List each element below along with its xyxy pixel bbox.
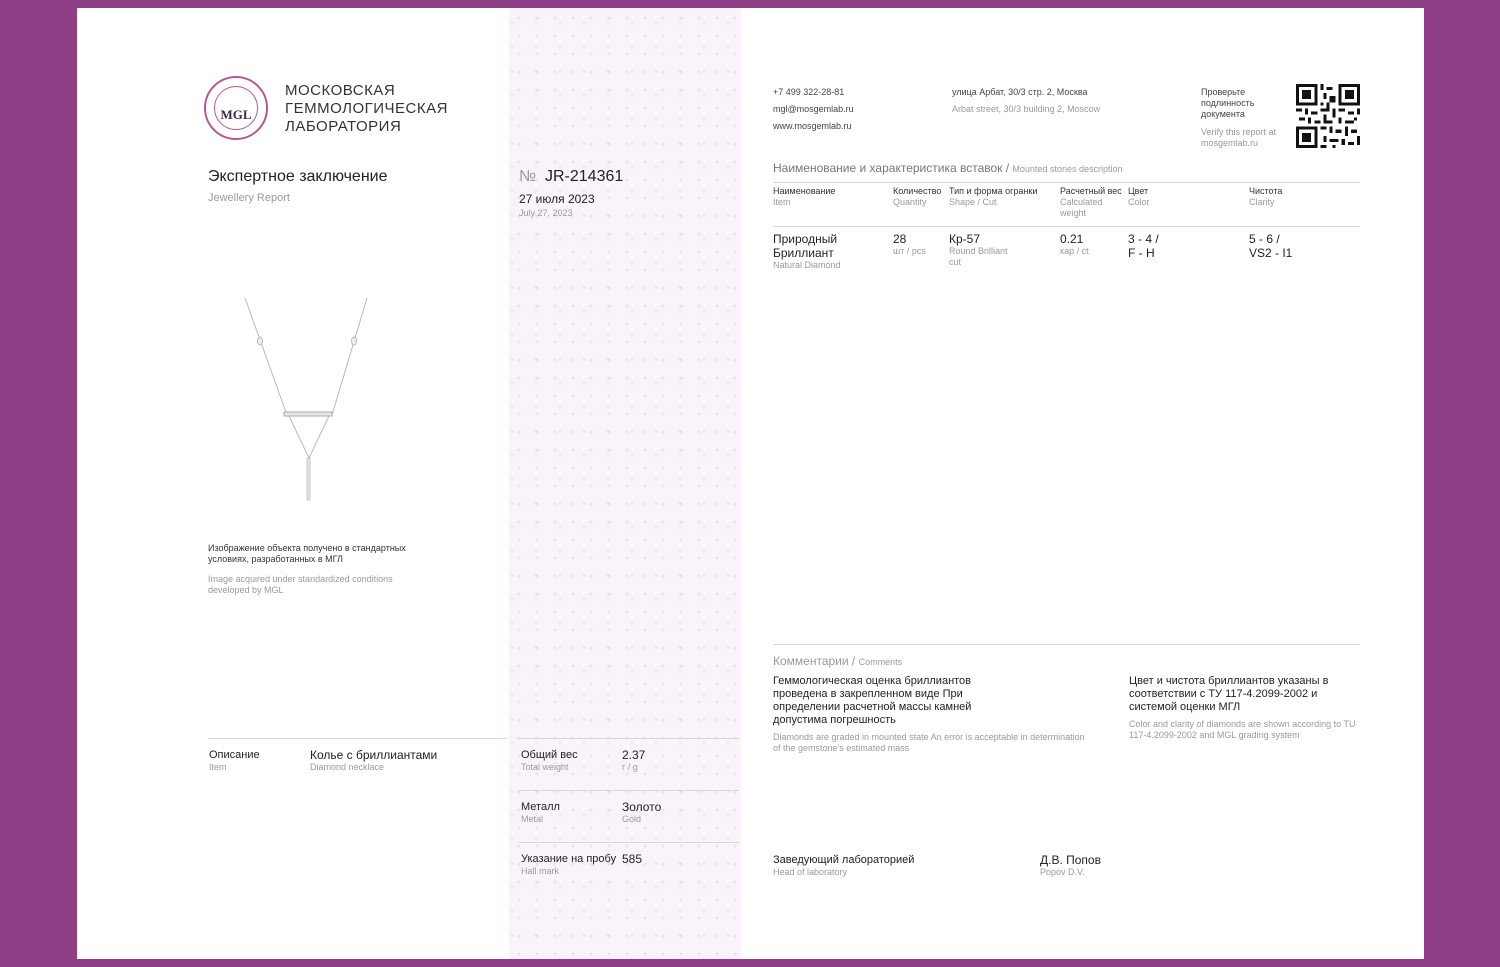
signature-role-ru: Заведующий лабораторией [773,854,915,866]
col-header-color [1128,186,1150,208]
signature-name [1040,853,1101,878]
lab-name [285,82,448,136]
stones-title: Наименование и характеристика вставок / [773,161,1010,175]
total-weight-value [622,748,645,773]
total-weight-label-ru: Общий вес [521,749,578,761]
table-row-weight [1060,232,1089,257]
divider [773,644,1360,645]
stones-title-en: Mounted stones description [1012,164,1123,174]
qr-code-icon[interactable] [1296,84,1360,148]
email-link[interactable]: mgl@mosgemlab.ru [773,104,854,114]
divider [773,182,1360,183]
image-caption-en: Image acquired under standardized conditions developed by MGL [208,574,393,595]
col-header-label-en: Shape / Cut [949,197,997,207]
comment-right: Цвет и чистота бриллиантов указаны в соответствии с ТУ 117-4.2099-2002 и системой оценки МГЛ [1129,675,1329,713]
stone-item: Природный Бриллиант [773,232,838,260]
mgl-seal-logo [204,76,268,140]
hallmark: 585 [622,852,643,866]
col-header-label: Цвет [1128,186,1149,196]
table-row-color [1128,232,1159,260]
col-header-weight [1060,186,1124,219]
lab-name-line: ЛАБОРАТОРИЯ [285,118,402,135]
col-header-label: Наименование [773,186,836,196]
stone-weight: 0.21 [1060,232,1084,246]
col-header-label-en: Calculated weight [1060,197,1103,218]
comment-left-en: Diamonds are graded in mounted state An error is acceptable in determination of the gemstone's estimated mass [773,732,1085,753]
hallmark-label-ru: Указание на пробу [521,853,617,865]
description-value-ru: Колье с бриллиантами [310,748,438,762]
col-header-label: Количество [893,186,942,196]
total-weight-label-en: Total weight [521,762,569,772]
signature-role-en: Head of laboratory [773,867,848,877]
description-value [310,748,437,773]
number-label: № [519,168,537,185]
table-row-cut [949,232,1019,268]
total-weight-label [521,749,578,773]
metal-value [622,800,661,825]
stone-cut-en: Round Brilliant cut [949,246,1008,267]
col-header-label-en: Item [773,197,791,207]
website-link[interactable]: www.mosgemlab.ru [773,121,852,131]
stone-weight-unit: кар / ct [1060,246,1089,256]
col-header-label: Тип и форма огранки [949,186,1038,196]
address-en: Arbat street, 30/3 building 2, Moscow [952,104,1101,114]
stone-quantity-unit: шт / pcs [893,246,926,256]
col-header-label-en: Clarity [1249,197,1275,207]
hallmark-label [521,853,616,877]
comment-right-en: Color and clarity of diamonds are shown according to TU 117-4.2099-2002 and MGL grading system [1129,719,1356,740]
metal: Золото [622,800,662,814]
necklace-image [237,293,377,513]
report-subtitle: Jewellery Report [208,192,290,204]
report-date: 27 июля 2023 [519,192,595,206]
image-caption: Изображение объекта получено в стандартных условиях, разработанных в МГЛ [208,543,406,564]
divider [519,842,739,843]
total-weight-unit: г / g [622,762,638,772]
col-header-label-en: Color [1128,197,1150,207]
address: улица Арбат, 30/3 стр. 2, Москва [952,87,1088,97]
description-label-en: Item [209,762,227,772]
lab-name-line: МОСКОВСКАЯ [285,82,396,99]
table-row-clarity [1249,232,1292,260]
metal-label-ru: Металл [521,801,560,813]
comments-title: Комментарии / [773,654,856,668]
stone-item-en: Natural Diamond [773,260,841,270]
metal-en: Gold [622,814,642,824]
col-header-cut [949,186,1037,208]
phone: +7 499 322-28-81 [773,87,845,97]
col-header-label: Расчетный вес [1060,186,1122,196]
col-header-quantity [893,186,941,208]
total-weight: 2.37 [622,748,646,762]
description-value-en: Diamond necklace [310,762,385,772]
report-number: JR-214361 [545,168,624,185]
col-header-label-en: Quantity [893,197,927,207]
hallmark-value [622,852,642,866]
table-row-item [773,232,873,271]
stone-cut: Кр-57 [949,232,981,246]
table-row-quantity [893,232,926,257]
signature-name-en: Popov D.V. [1040,867,1085,877]
report-title: Экспертное заключение [208,168,388,185]
verify-text-en: Verify this report at mosgemlab.ru [1201,127,1277,148]
stone-quantity: 28 [893,232,907,246]
report-date-en: July 27, 2023 [519,208,573,218]
col-header-label: Чистота [1249,186,1283,196]
divider [773,226,1360,227]
divider [519,738,739,739]
divider [208,738,507,739]
stone-color: 3 - 4 / [1128,232,1159,246]
seal-text: MGL [214,86,258,130]
contacts [773,84,854,135]
comment-left: Геммологическая оценка бриллиантов проведена в закрепленном виде При определении расчетной массы камней допустима погрешность [773,675,972,726]
description-label-ru: Описание [209,749,260,761]
comments-title-en: Comments [858,657,903,667]
stones-section-title [773,161,1123,175]
lab-name-line: ГЕММОЛОГИЧЕСКАЯ [285,100,448,117]
stone-color: F - H [1128,246,1155,260]
report-sheet [77,8,1424,959]
divider [519,790,739,791]
description-label [209,749,260,773]
metal-label-en: Metal [521,814,544,824]
metal-label [521,801,560,825]
comments-section-title [773,654,902,668]
signature-name-ru: Д.В. Попов [1040,853,1101,867]
col-header-item [773,186,835,208]
hallmark-label-en: Hall mark [521,866,560,876]
col-header-clarity [1249,186,1282,208]
stone-clarity: VS2 - I1 [1249,246,1293,260]
verify-text: Проверьте подлинность документа [1201,87,1255,119]
signature-role [773,854,914,878]
stone-clarity: 5 - 6 / [1249,232,1280,246]
